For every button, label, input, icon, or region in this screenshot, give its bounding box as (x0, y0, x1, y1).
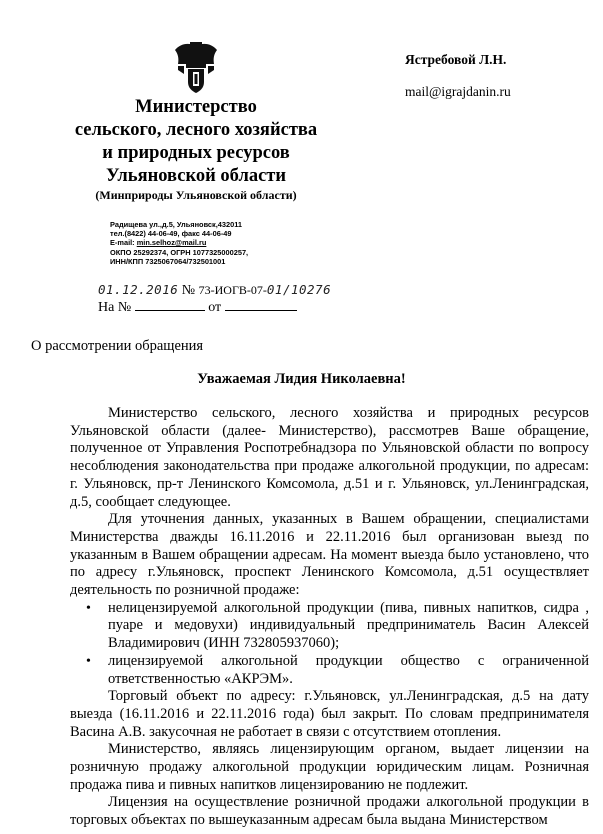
ministry-name (48, 96, 344, 188)
reference-number-label: На № (98, 300, 132, 315)
registration-number-symbol: № (181, 283, 196, 298)
contact-email-link[interactable]: min.selhoz@mail.ru (136, 238, 207, 248)
body-bullet-list (70, 600, 589, 689)
reference-number-blank (135, 298, 205, 311)
coat-of-arms-emblem (172, 42, 220, 94)
contact-okpo: ОКПО 25292374, ОГРН 1077325000257, (110, 247, 249, 257)
recipient-name: Ястребовой Л.Н. (405, 52, 507, 67)
salutation: Уважаемая Лидия Николаевна! (197, 371, 406, 387)
letter-subject: О рассмотрении обращения (31, 338, 204, 354)
contact-address: Радищева ул.,д.5, Ульяновск,432011 (110, 220, 243, 229)
body-paragraph: Министерство, являясь лицензирующим органом, выдает лицензии на розничную продажу алкогольной продукции юридическим лицам. Розничная продажа пива и пивных напитков лицензированию не подлежит. (70, 741, 589, 793)
contact-email-label: E-mail: (110, 238, 137, 248)
contact-email-line (110, 238, 310, 247)
body-bullet-item: • лицензируемой алкогольной продукции общество с ограниченной ответственностью «АКРЭМ». (108, 653, 589, 688)
ministry-contacts (110, 220, 310, 266)
registration-line (98, 282, 331, 299)
registration-number-handwritten: 01/10276 (266, 282, 332, 297)
ministry-name-line: Ульяновской области (105, 166, 287, 186)
reference-date-blank (225, 298, 297, 311)
contact-phone: тел.(8422) 44-06-49, факс 44-06-49 (110, 229, 232, 239)
body-paragraph: Лицензия на осуществление розничной продажи алкогольной продукции в торговых объектах по вышеуказанным адресам была выдана Министерством (70, 794, 589, 829)
body-paragraph: Для уточнения данных, указанных в Вашем обращении, специалистами Министерства дважды 16.11.2016 и 22.11.2016 был организован выезд по указанным в Вашем обращении адресам. На момент выезда было установлено, что по адресу г.Ульяновск, проспект Ленинского Комсомола, д.51 осуществляет деятельность по розничной продаже: (70, 511, 589, 599)
ministry-name-line: Министерство (135, 97, 257, 117)
body-paragraph: Торговый объект по адресу: г.Ульяновск, ул.Ленинградская, д.5 на дату выезда (16.11.2016 и 22.11.2016 года) был закрыт. По словам предпринимателя Васина А.В. закусочная не работает в связи с отсутствием отопления. (70, 688, 589, 740)
registration-date-handwritten: 01.12.2016 (98, 282, 179, 297)
contact-inn: ИНН/КПП 7325067064/732501001 (110, 256, 226, 266)
recipient-email: mail@igrajdanin.ru (405, 84, 511, 99)
body-bullet-item: • нелицензируемой алкогольной продукции (пива, пивных напитков, сидра , пуаре и медовухи) индивидуальный предприниматель Васин Алексей Владимирович (ИНН 732805937060); (108, 600, 589, 653)
ministry-name-line: сельского, лесного хозяйства (74, 120, 318, 140)
reference-line (98, 298, 297, 316)
letter-body (70, 405, 589, 830)
ministry-short-name: (Минприроды Ульяновской области) (95, 188, 297, 202)
ministry-name-line: и природных ресурсов (102, 143, 290, 163)
reference-date-label: от (208, 300, 222, 315)
registration-number-printed: 73-ИОГВ-07- (198, 283, 267, 297)
body-paragraph: Министерство сельского, лесного хозяйства и природных ресурсов Ульяновской области (далее- Министерство), рассмотрев Ваше обращение, полученное от Управления Роспотребнадзора по Ульяновской области по вопросу несоблюдения законодательства при продаже алкогольной продукции, по адресам: г. Ульяновск, пр-т Ленинского Комсомола, д.51 и г. Ульяновск, ул.Ленинградская, д.5, сообщает следующее. (70, 405, 589, 510)
